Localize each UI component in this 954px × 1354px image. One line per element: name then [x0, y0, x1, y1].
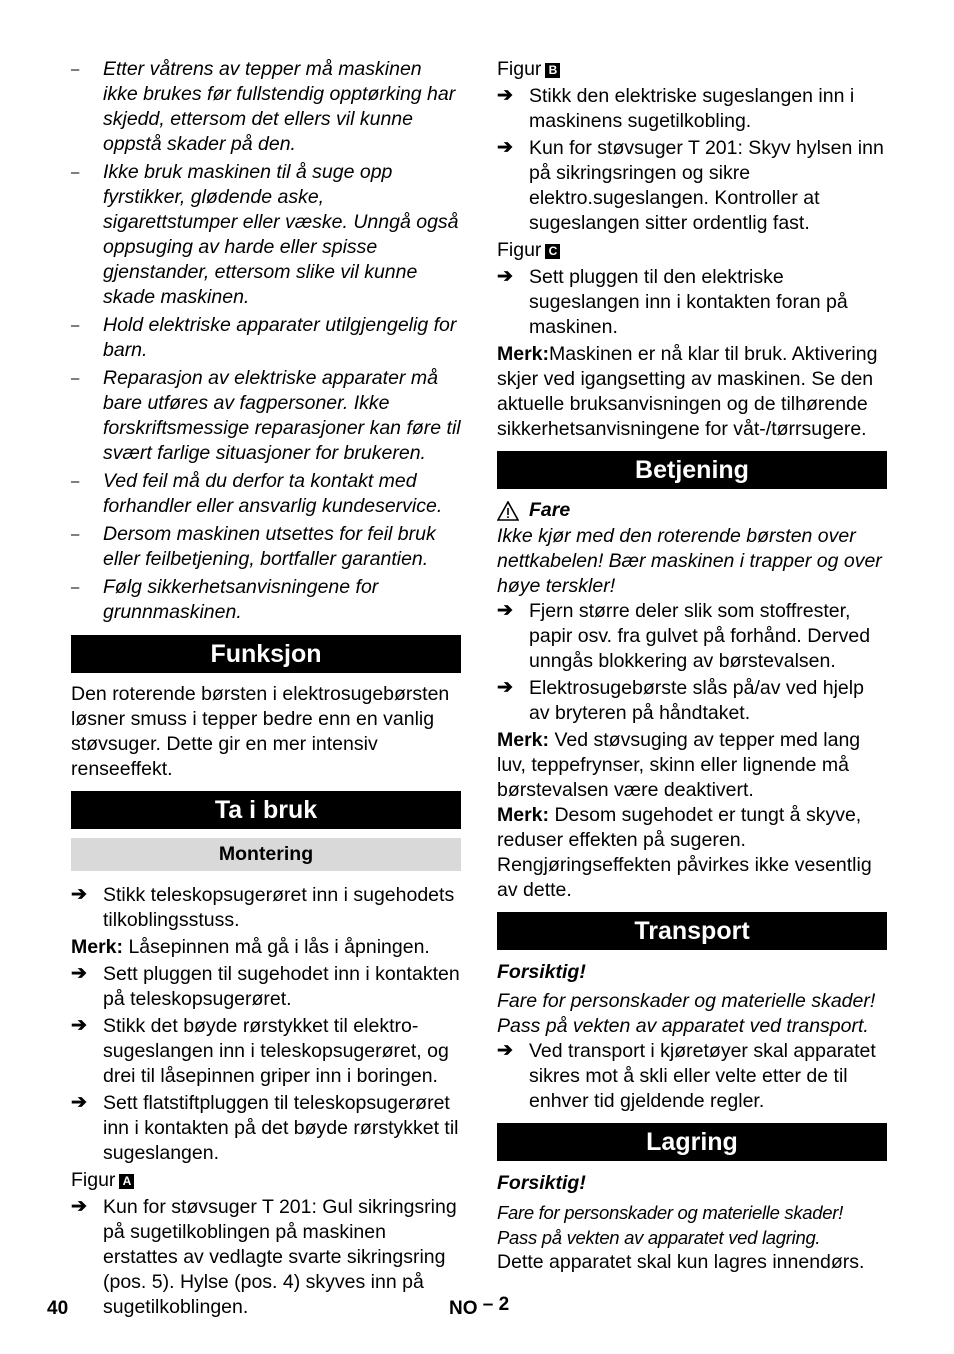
note: Merk: Låsepinnen må gå i lås i åpningen. [71, 936, 430, 958]
instruction-step: ➔ Stikk teleskopsugerøret inn i sugehodets tilkoblingsstuss. [71, 884, 455, 931]
figure-letter-badge: C [545, 244, 560, 259]
instruction-step: ➔ Stikk den elektriske sugeslangen inn i maskinens sugetilkobling. [497, 85, 855, 132]
danger-label: Fare [497, 499, 887, 522]
instruction-step: ➔ Sett flatstiftpluggen til teleskopsugerøret inn i kontakten på det bøyde rørstykket til sugeslangen. [71, 1092, 459, 1164]
arrow-icon: ➔ [497, 85, 513, 106]
instruction-step: ➔ Sett pluggen til sugehodet inn i kontakten på teleskopsugerøret. [71, 963, 460, 1010]
caution-label: Forsiktig! [497, 961, 586, 983]
arrow-icon: ➔ [497, 1040, 513, 1061]
arrow-icon: ➔ [71, 1196, 87, 1217]
note: Merk:Maskinen er nå klar til bruk. Aktivering skjer ved igangsetting av maskinen. Se den aktuelle bruksanvisningen og de tilhørende sikkerhetsanvisningene for våt-/tørrsugere. [497, 343, 878, 440]
instruction-step: ➔ Elektrosugebørste slås på/av ved hjelp av bryteren på håndtaket. [497, 677, 864, 724]
safety-item: – Etter våtrens av tepper må maskinen ikke brukes før fullstendig opptørking har skjedd, ettersom det ellers vil kunne oppstå skader på den. [71, 57, 461, 157]
right-column [497, 57, 887, 1275]
instruction-step: ➔ Kun for støvsuger T 201: Gul sikringsring på sugetilkoblingen på maskinen erstattes av vedlagte svarte sikringsring (pos. 5). Hylse (pos. 4) skyves inn på sugetilkoblingen. [71, 1196, 457, 1318]
arrow-icon: ➔ [497, 600, 513, 621]
arrow-icon: ➔ [497, 137, 513, 158]
arrow-icon: ➔ [71, 1015, 87, 1036]
caution-text: Fare for personskader og materielle skader! Pass på vekten av apparatet ved transport. [497, 990, 876, 1037]
instruction-step: ➔ Fjern større deler slik som stoffrester, papir osv. fra gulvet på forhånd. Derved unngås blokkering av børstevalsen. [497, 600, 871, 672]
safety-item: – Ikke bruk maskinen til å suge opp fyrstikker, glødende aske, sigarettstumper eller væske. Unngå også oppsuging av harde eller spisse gjenstander, ettersom slike vil kunne skade maskinen. [71, 160, 461, 310]
arrow-icon: ➔ [71, 884, 87, 905]
section-heading-ta-i-bruk: Ta i bruk [71, 791, 461, 829]
funksjon-paragraph: Den roterende børsten i elektrosugebørsten løsner smuss i tepper bedre enn en vanlig støvsuger. Dette gir en mer intensiv renseeffekt. [71, 683, 450, 780]
safety-item: – Dersom maskinen utsettes for feil bruk eller feilbetjening, bortfaller garantien. [71, 522, 461, 572]
figure-letter-badge: B [545, 63, 560, 78]
figure-reference: Figur C [497, 238, 887, 263]
danger-text: Ikke kjør med den roterende børsten over nettkabelen! Bær maskinen i trapper og over høye terskler! [497, 525, 882, 597]
instruction-step: ➔ Stikk det bøyde rørstykket til elektro-sugeslangen inn i teleskopsugerøret, og drei til låsepinnen griper inn i boringen. [71, 1015, 449, 1087]
lagring-paragraph: Dette apparatet skal kun lagres innendørs. [497, 1251, 865, 1273]
figure-reference: Figur A [71, 1168, 461, 1193]
caution-text: Fare for personskader og materielle skader! Pass på vekten av apparatet ved lagring. [497, 1202, 843, 1248]
section-heading-transport: Transport [497, 912, 887, 950]
note: Merk: Ved støvsuging av tepper med lang luv, teppefrynser, skinn eller lignende må børstevalsen være deaktivert. [497, 729, 861, 801]
section-heading-lagring: Lagring [497, 1123, 887, 1161]
arrow-icon: ➔ [71, 1092, 87, 1113]
language-code: NO – 2 [449, 1294, 510, 1319]
safety-item: – Hold elektriske apparater utilgjengelig for barn. [71, 313, 461, 363]
arrow-icon: ➔ [71, 963, 87, 984]
subheading-montering: Montering [71, 838, 461, 871]
caution-label: Forsiktig! [497, 1172, 586, 1194]
instruction-step: ➔ Sett pluggen til den elektriske sugeslangen inn i kontakten foran på maskinen. [497, 266, 848, 338]
instruction-step: ➔ Kun for støvsuger T 201: Skyv hylsen inn på sikringsringen og sikre elektro.sugeslangen. Kontroller at sugeslangen sitter ordentlig fast. [497, 137, 884, 234]
figure-letter-badge: A [119, 1174, 134, 1189]
arrow-icon: ➔ [497, 266, 513, 287]
warning-triangle-icon [497, 501, 519, 521]
section-heading-funksjon: Funksjon [71, 635, 461, 673]
section-heading-betjening: Betjening [497, 451, 887, 489]
safety-item: – Reparasjon av elektriske apparater må bare utføres av fagpersoner. Ikke forskriftsmessige reparasjoner kan føre til svært farlige situasjoner for brukeren. [71, 366, 461, 466]
left-column [71, 57, 461, 1322]
safety-item: – Ved feil må du derfor ta kontakt med forhandler eller ansvarlig kundeservice. [71, 469, 461, 519]
page-number: 40 [47, 1298, 69, 1319]
note: Merk: Desom sugehodet er tungt å skyve, reduser effekten på sugeren. Rengjøringseffekten påvirkes ikke vesentlig av dette. [497, 804, 872, 901]
figure-reference: Figur B [497, 57, 887, 82]
safety-item: – Følg sikkerhetsanvisningene for grunnmaskinen. [71, 575, 461, 625]
arrow-icon: ➔ [497, 677, 513, 698]
instruction-step: ➔ Ved transport i kjøretøyer skal apparatet sikres mot å skli eller velte etter de til enhver tid gjeldende regler. [497, 1040, 876, 1112]
